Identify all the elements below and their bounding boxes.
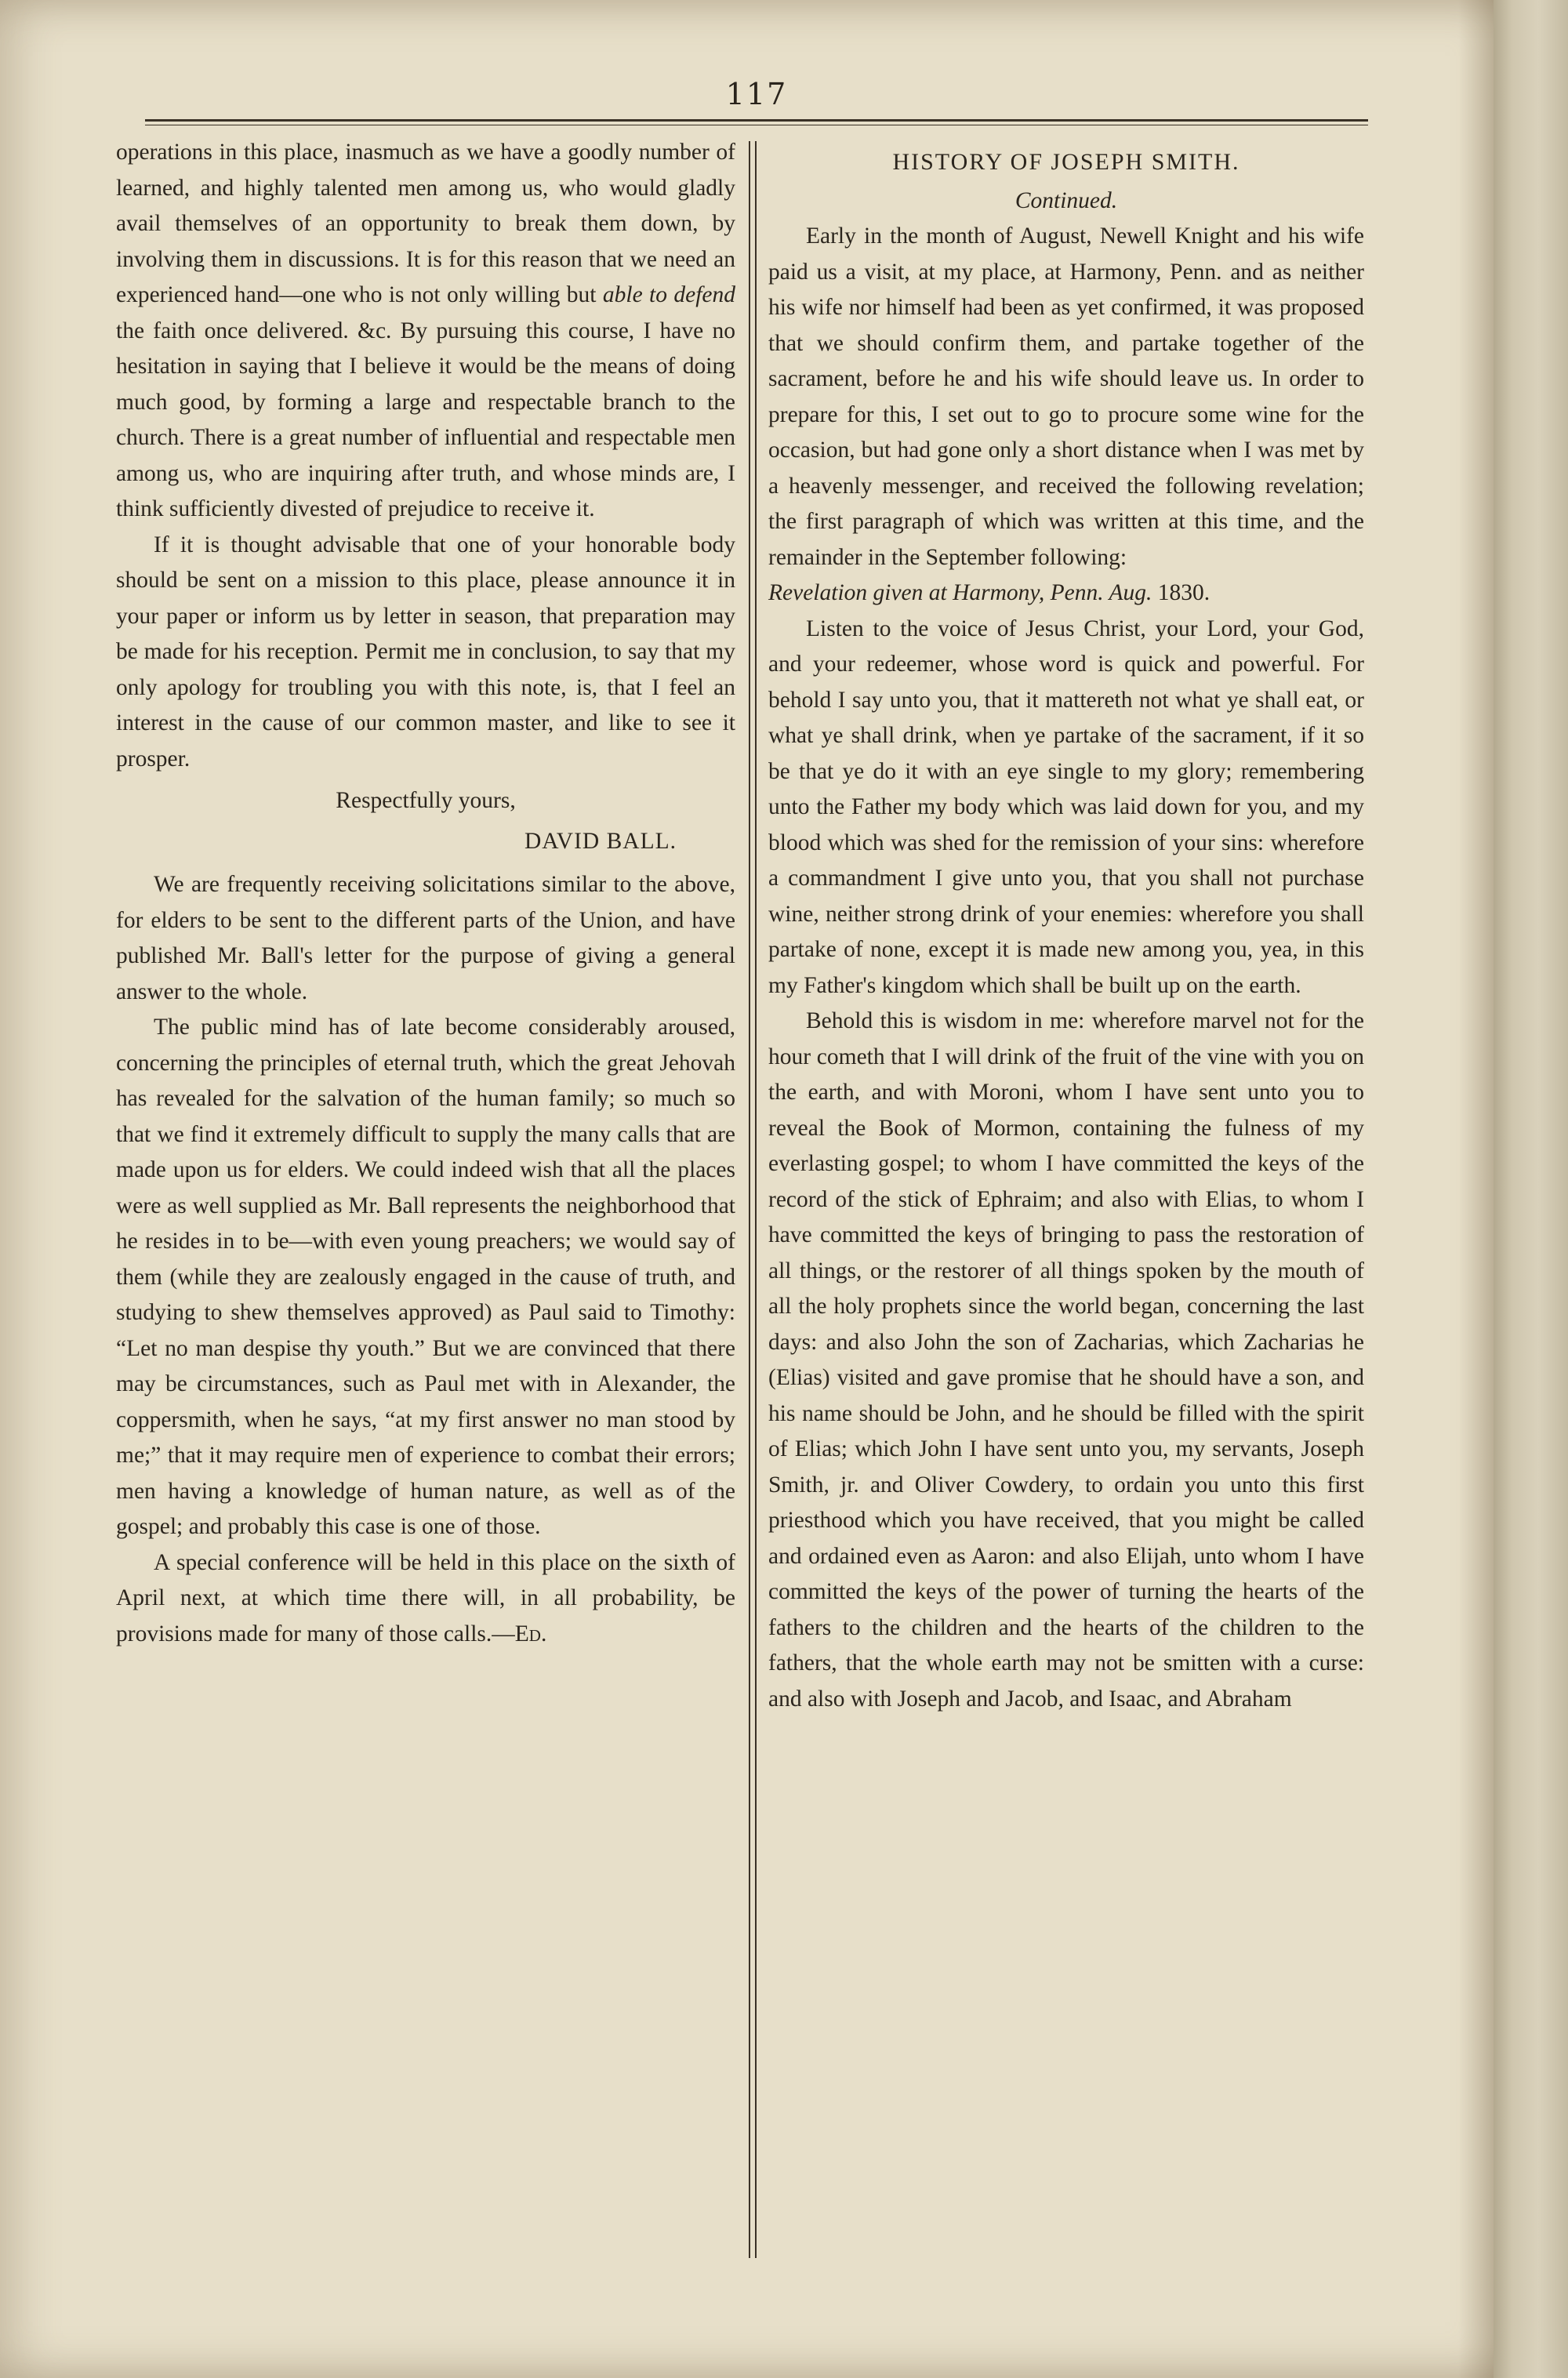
page-edge <box>1494 0 1568 2378</box>
header-rule <box>145 119 1368 125</box>
letter-paragraph-1 <box>116 135 735 528</box>
editor-signoff: Ed. <box>514 1621 547 1646</box>
letter-closing: Respectfully yours, <box>336 788 516 813</box>
letter-text: operations in this place, inasmuch as we have a goodly number of learned, and highly talented men among us, who would gladly avail themselves of an opportunity to break them down, by involving them in discussions. It is for this reason that we need an experienced hand—one who is not only willing but <box>116 140 735 307</box>
editorial-paragraph-1: We are frequently receiving solicitations similar to the above, for elders to be sent to the different parts of the Union, and have published Mr. Ball's letter for the purpose of giving a general answer to the whole. <box>116 872 735 1004</box>
left-column <box>116 135 735 1652</box>
editorial-text: A special conference will be held in this place on the sixth of April next, at which time there will, in all probability, be provisions made for many of those calls.— <box>116 1549 735 1646</box>
article-subtitle: Continued. <box>1014 187 1118 213</box>
dateline-year: 1830. <box>1157 580 1210 605</box>
article-paragraph-3: Behold this is wisdom in me: wherefore marvel not for the hour cometh that I will drink of the fruit of the vine with you on the earth, and with Moroni, whom I have sent unto you to reveal the Book of Mormon, containing the fulness of my everlasting gospel; to whom I have committed the keys of the record of the stick of Ephraim; and also with Elias, to whom I have committed the keys of bringing to pass the restoration of all things, or the restorer of all things spoken by the mouth of all the holy prophets since the world began, concerning the last days: and also John the son of Zacharias, which Zacharias he (Elias) visited and gave promise that he should have a son, and his name should be John, and he should be filled with the spirit of Elias; which John I have sent unto you, my servants, Joseph Smith, jr. and Oliver Cowdery, to ordain you unto this first priesthood which you have received, that you might be called and ordained even as Aaron: and also Elijah, unto whom I have committed the keys of the power of turning the hearts of the fathers to the children and the hearts of the children to the fathers, that the whole earth may not be smitten with a curse: and also with Joseph and Jacob, and Isaac, and Abraham <box>768 1008 1364 1712</box>
dateline-text: Revelation given at Harmony, Penn. Aug. <box>768 580 1152 605</box>
letter-signature: DAVID BALL. <box>524 828 677 854</box>
column-divider <box>749 141 757 2258</box>
editorial-paragraph-2: The public mind has of late become considerably aroused, concerning the principles of eternal truth, which the great Jehovah has revealed for the salvation of the human family; so much so that we find it extremely difficult to supply the many calls that are made upon us for elders. We could indeed wish that all the places were as well supplied as Mr. Ball represents the neighborhood that he resides in to be—with even young preachers; we would say of them (while they are zealously engaged in the cause of truth, and studying to shew themselves approved) as Paul said to Timothy: “Let no man despise thy youth.” But we are convinced that there may be circumstances, such as Paul met with in Alexander, the coppersmith, when he says, “at my first answer no man stood by me;” that it may require men of experience to combat their errors; men having a knowledge of human nature, as well as of the gospel; and probably this case is one of those. <box>116 1015 735 1539</box>
letter-text-end: the faith once delivered. &c. By pursuing this course, I have no hesitation in saying that I believe it would be the means of doing much good, by forming a large and respectable branch to the church. There is a great number of influential and respectable men among us, who are inquiring after truth, and whose minds are, I think sufficiently divested of prejudice to receive it. <box>116 318 735 521</box>
gutter-shadow <box>1458 0 1497 2378</box>
revelation-dateline <box>768 575 1364 612</box>
letter-paragraph-2: If it is thought advisable that one of your honorable body should be sent on a mission to this place, please announce it in your paper or inform us by letter in season, that preparation may be made for his reception. Permit me in conclusion, to say that my only apology for troubling you with this note, is, that I feel an interest in the cause of our common master, and like to see it prosper. <box>116 532 735 771</box>
page-number: 117 <box>725 77 788 111</box>
right-column <box>768 135 1364 1717</box>
article-title: HISTORY OF JOSEPH SMITH. <box>892 149 1240 175</box>
italic-phrase: able to defend <box>602 282 735 307</box>
article-paragraph-2: Listen to the voice of Jesus Christ, your Lord, your God, and your redeemer, whose word is quick and powerful. For behold I say unto you, that it mattereth not what ye shall eat, or what ye shall drink, when ye partake of the sacrament, if it so be that ye do it with an eye single to my glory; remembering unto the Father my body which was laid down for you, and my blood which was shed for the remission of your sins: wherefore a commandment I give unto you, that you shall not purchase wine, neither strong drink of your enemies: wherefore you shall partake of none, except it is made new among you, yea, in this my Father's kingdom which shall be built up on the earth. <box>768 615 1364 998</box>
article-paragraph-1: Early in the month of August, Newell Knight and his wife paid us a visit, at my place, at Harmony, Penn. and as neither his wife nor himself had been as yet confirmed, it was proposed that we should confirm them, and partake together of the sacrament, before he and his wife should leave us. In order to prepare for this, I set out to go to procure some wine for the occasion, but had gone only a short distance when I was met by a heavenly messenger, and received the following revelation; the first paragraph of which was written at this time, and the remainder in the September following: <box>768 223 1364 570</box>
editorial-paragraph-3 <box>116 1545 735 1653</box>
